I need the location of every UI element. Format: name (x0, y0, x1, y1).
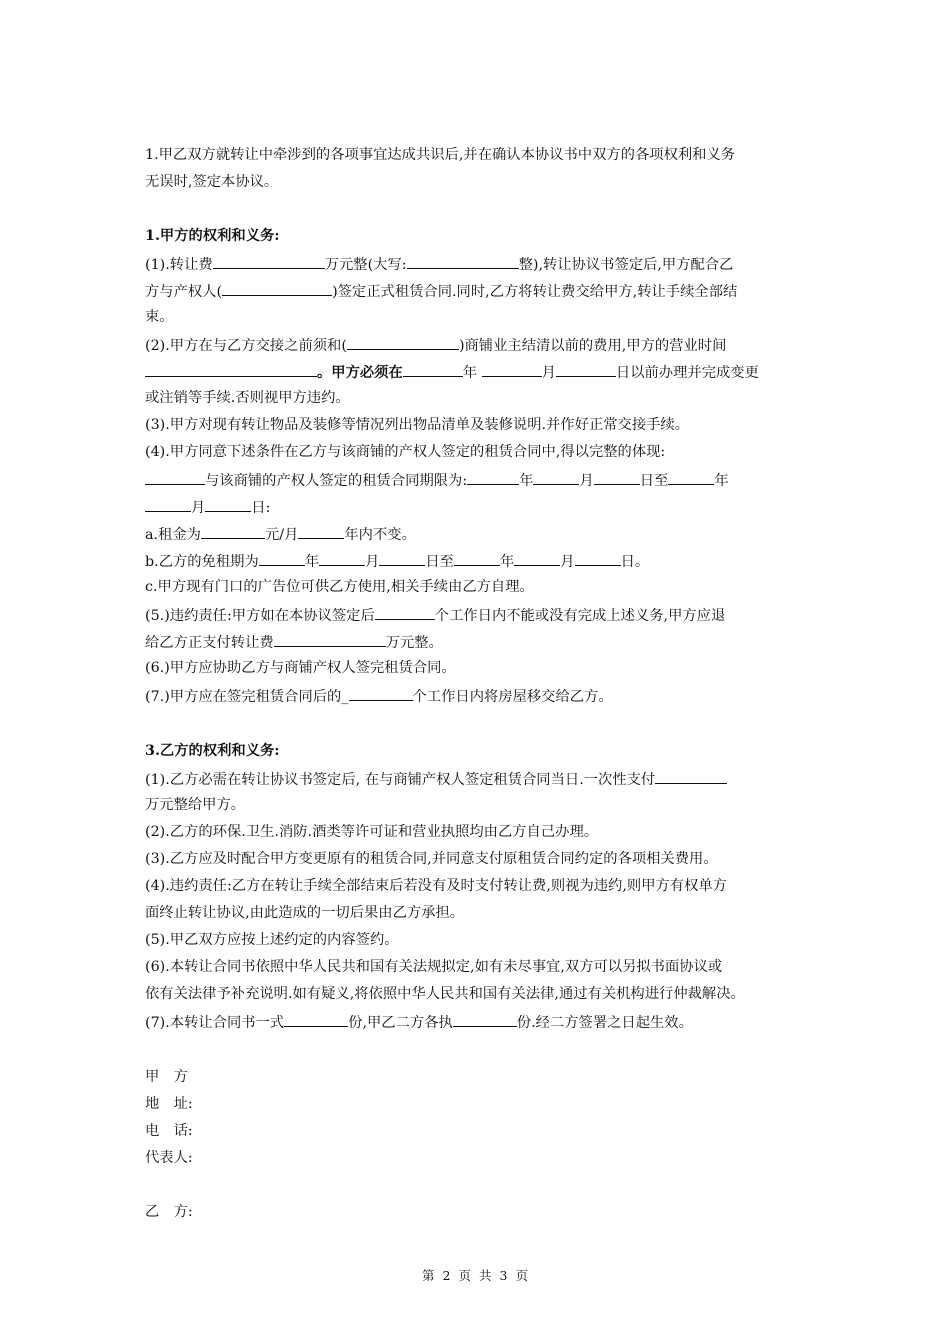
fill-blank (145, 469, 205, 485)
fill-blank (205, 496, 251, 512)
text: 日至 (425, 554, 454, 570)
footer-text: 页 (458, 1268, 471, 1283)
text: 。甲方必须在 (317, 365, 403, 381)
text: 年 (499, 554, 515, 570)
text: 个工作日内不能或没有完成上述义务,甲方应退 (434, 608, 726, 624)
fill-blank (145, 361, 317, 377)
fill-blank (298, 523, 344, 539)
text: 年 (519, 473, 534, 489)
text: 与该商铺的产权人签定的租赁合同期限为: (205, 473, 468, 489)
clause-a1-line-3: 束。 (145, 309, 174, 325)
clause-a2-line-1 (145, 334, 726, 356)
clause-a4-line-2 (145, 469, 729, 491)
clause-a5-line-2 (145, 631, 443, 653)
fill-blank (375, 604, 435, 620)
text: 元/月 (264, 527, 299, 543)
footer-text: 页 (515, 1268, 528, 1283)
text: 日以前办理并完成变更 (615, 365, 759, 381)
fill-blank (454, 550, 500, 566)
fill-blank (145, 496, 191, 512)
fill-blank (403, 361, 463, 377)
fill-blank (453, 1011, 517, 1027)
party-b-heading: 3.乙方的权利和义务: (145, 743, 280, 759)
text: 方与产权人( (145, 284, 223, 300)
clause-a6: (6.)甲方应协助乙方与商铺产权人签完租赁合同。 (145, 660, 456, 676)
fill-blank (556, 361, 616, 377)
party-a-heading: 1.甲方的权利和义务: (145, 228, 280, 244)
clause-a2-line-2 (145, 361, 759, 383)
fill-blank (533, 469, 579, 485)
fill-blank (594, 469, 640, 485)
text: 整),转让协议书签定后,甲方配合乙 (518, 257, 734, 273)
text: 日。 (620, 554, 650, 570)
clause-b1-line-1 (145, 768, 727, 790)
fill-blank (213, 253, 325, 269)
fill-blank (655, 768, 727, 784)
fill-blank (575, 550, 621, 566)
text: 份.经二方签署之日起生效。 (516, 1015, 693, 1031)
footer-text: 共 (479, 1268, 492, 1283)
clause-a4a (145, 523, 416, 545)
text: 份,甲乙二方各执 (348, 1015, 453, 1031)
text: 万元整(大写: (324, 257, 407, 273)
text: 日至 (639, 473, 669, 489)
text: 年 (304, 554, 320, 570)
fill-blank (347, 334, 459, 350)
fill-blank (379, 550, 425, 566)
text: 月 (560, 554, 575, 570)
clause-a1-line-1 (145, 253, 733, 275)
page-footer (0, 1266, 950, 1284)
fill-blank (349, 685, 413, 701)
text: b.乙方的免租期为 (145, 554, 259, 570)
text: 个工作日内将房屋移交给乙方。 (412, 689, 613, 705)
fill-blank (259, 550, 305, 566)
clause-b7 (145, 1011, 693, 1033)
total-pages: 3 (499, 1268, 508, 1283)
signature-representative: 代表人: (145, 1150, 193, 1166)
signature-phone: 电 话: (145, 1123, 193, 1139)
text: 月 (365, 554, 380, 570)
text: (1).转让费 (145, 257, 213, 273)
clause-a1-line-2 (145, 280, 737, 302)
text: 月 (541, 365, 556, 381)
intro-line-1: 1.甲乙双方就转让中牵涉到的各项事宜达成共识后,并在确认本协议书中双方的各项权利和义务 (145, 147, 736, 163)
fill-blank (284, 1011, 348, 1027)
clause-a4c: c.甲方现有门口的广告位可供乙方使用,相关手续由乙方自理。 (145, 579, 534, 595)
clause-a7 (145, 685, 613, 707)
fill-blank (482, 361, 542, 377)
page-number: 2 (442, 1268, 451, 1283)
footer-text: 第 (422, 1268, 435, 1283)
fill-blank (514, 550, 560, 566)
text: a.租金为 (145, 527, 201, 543)
clause-b3: (3).乙方应及时配合甲方变更原有的租赁合同,并同意支付原租赁合同约定的各项相关费用。 (145, 851, 718, 867)
text: )商铺业主结清以前的费用,甲方的营业时间 (458, 338, 727, 354)
text: (7.)甲方应在签完租赁合同后的_ (145, 689, 349, 705)
clause-b5: (5).甲乙双方应按上述约定的内容签约。 (145, 932, 399, 948)
intro-line-2: 无误时,签定本协议。 (145, 174, 279, 190)
clause-b6-line-2: 依有关法律予补充说明.如有疑义,将依照中华人民共和国有关法律,通过有关机构进行仲裁解决。 (145, 986, 745, 1002)
fill-blank (319, 550, 365, 566)
text: 年内不变。 (344, 527, 416, 543)
clause-a3: (3).甲方对现有转让物品及装修等情况列出物品清单及装修说明.并作好正常交接手续。 (145, 417, 690, 433)
clause-a5-line-1 (145, 604, 725, 626)
text: 给乙方正支付转让费 (145, 635, 274, 651)
text: (7).本转让合同书一式 (145, 1015, 285, 1031)
text: 月 (579, 473, 594, 489)
text: (1).乙方必需在转让协议书签定后, 在与商铺产权人签定租赁合同当日.一次性支付 (145, 772, 656, 788)
clause-b4-line-1: (4).违约责任:乙方在转让手续全部结束后若没有及时支付转让费,则视为违约,则甲方有权单方 (145, 878, 727, 894)
text: 日: (251, 500, 271, 516)
fill-blank (407, 253, 519, 269)
clause-a4b (145, 550, 649, 572)
clause-a4-line-1: (4).甲方同意下述条件在乙方与该商铺的产权人签定的租赁合同中,得以完整的体现: (145, 444, 666, 460)
text: 月 (191, 500, 206, 516)
text: (2).甲方在与乙方交接之前须和( (145, 338, 347, 354)
text: 年 (462, 365, 478, 381)
signature-party-b: 乙 方: (145, 1204, 193, 1220)
text: 年 (714, 473, 729, 489)
clause-a2-line-3: 或注销等手续.否则视甲方违约。 (145, 390, 350, 406)
text: 万元整。 (385, 635, 443, 651)
fill-blank (274, 631, 386, 647)
clause-b6-line-1: (6).本转让合同书依照中华人民共和国有关法规拟定,如有未尽事宜,双方可以另拟书面协议或 (145, 959, 723, 975)
clause-b1-line-2: 万元整给甲方。 (145, 797, 246, 813)
fill-blank (201, 523, 265, 539)
clause-b2: (2).乙方的环保.卫生.消防.酒类等许可证和营业执照均由乙方自己办理。 (145, 824, 599, 840)
fill-blank (668, 469, 714, 485)
fill-blank (467, 469, 519, 485)
clause-a4-line-3 (145, 496, 270, 518)
signature-party-a: 甲 方 (145, 1069, 188, 1085)
clause-b4-line-2: 面终止转让协议,由此造成的一切后果由乙方承担。 (145, 905, 465, 921)
fill-blank (222, 280, 332, 296)
signature-address: 地 址: (145, 1096, 193, 1112)
text: (5.)违约责任:甲方如在本协议签定后 (145, 608, 375, 624)
text: )签定正式租赁合同.同时,乙方将转让费交给甲方,转让手续全部结 (332, 284, 738, 300)
